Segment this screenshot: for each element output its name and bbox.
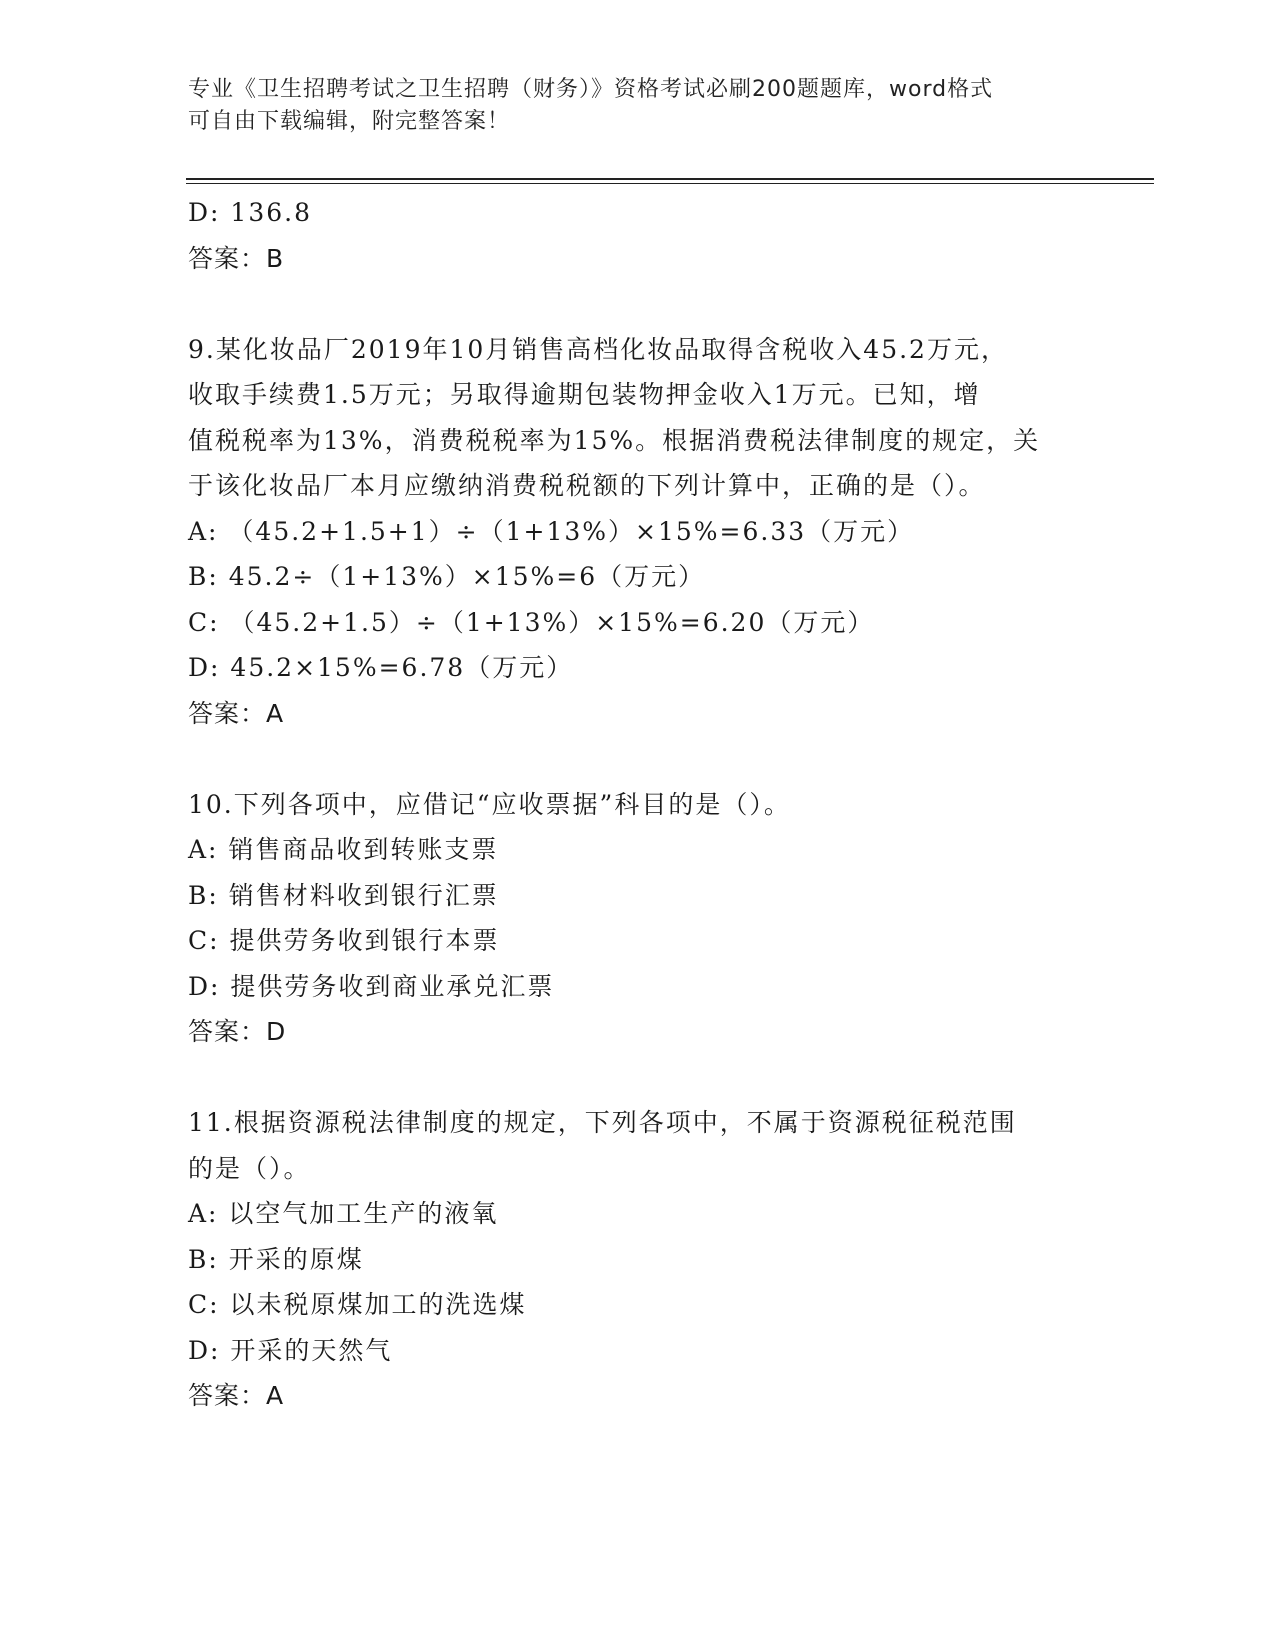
answer-line: 答案：A	[188, 698, 285, 728]
header-divider-thin	[186, 183, 1154, 184]
option-a: A: （45.2+1.5+1）÷（1+13%）×15%=6.33（万元）	[188, 516, 915, 546]
option-b: B: 销售材料收到银行汇票	[188, 880, 499, 910]
answer-line: 答案：A	[188, 1381, 285, 1410]
spacer	[188, 736, 1088, 782]
question-content	[188, 190, 1088, 1419]
option-b: B: 开采的原煤	[188, 1244, 364, 1274]
option-b: B: 45.2÷（1+13%）×15%=6（万元）	[188, 562, 706, 591]
question-stem-line: 值税税率为13%，消费税税率为15%。根据消费税法律制度的规定，关	[188, 425, 1041, 455]
option-c: C: 提供劳务收到银行本票	[188, 926, 500, 955]
answer-line: 答案：D	[188, 1017, 287, 1046]
header-title-line-1: 专业《卫生招聘考试之卫生招聘（财务）》资格考试必刷200题题库，word格式	[188, 77, 994, 102]
question-stem-line: 的是（）。	[188, 1153, 311, 1183]
question-stem-line: 11.根据资源税法律制度的规定，下列各项中，不属于资源税征税范围	[188, 1108, 1017, 1137]
spacer	[188, 281, 1088, 327]
question-stem-line: 10.下列各项中，应借记“应收票据”科目的是（）。	[188, 789, 791, 819]
question-stem-line: 收取手续费1.5万元；另取得逾期包装物押金收入1万元。已知，增	[188, 380, 981, 409]
header-title-line-2: 可自由下载编辑，附完整答案！	[188, 109, 511, 134]
option-d: D: 45.2×15%=6.78（万元）	[188, 653, 574, 682]
spacer	[188, 1055, 1088, 1101]
page-header	[188, 74, 1068, 138]
question-stem-line: 9.某化妆品厂2019年10月销售高档化妆品取得含税收入45.2万元，	[188, 334, 1008, 364]
option-c: C: 以未税原煤加工的洗选煤	[188, 1290, 527, 1319]
header-divider-thick	[186, 178, 1154, 180]
question-stem-line: 于该化妆品厂本月应缴纳消费税税额的下列计算中，正确的是（）。	[188, 471, 986, 500]
option-a: A: 以空气加工生产的液氧	[188, 1199, 499, 1228]
question-11	[188, 1100, 1088, 1419]
option-d: D: 136.8	[188, 198, 312, 227]
option-a: A: 销售商品收到转账支票	[188, 835, 499, 864]
question-10	[188, 782, 1088, 1055]
answer-line: 答案：B	[188, 243, 285, 273]
question-9	[188, 327, 1088, 737]
option-c: C: （45.2+1.5）÷（1+13%）×15%=6.20（万元）	[188, 607, 875, 637]
previous-question-tail	[188, 190, 1088, 281]
option-d: D: 开采的天然气	[188, 1335, 393, 1365]
option-d: D: 提供劳务收到商业承兑汇票	[188, 971, 555, 1001]
